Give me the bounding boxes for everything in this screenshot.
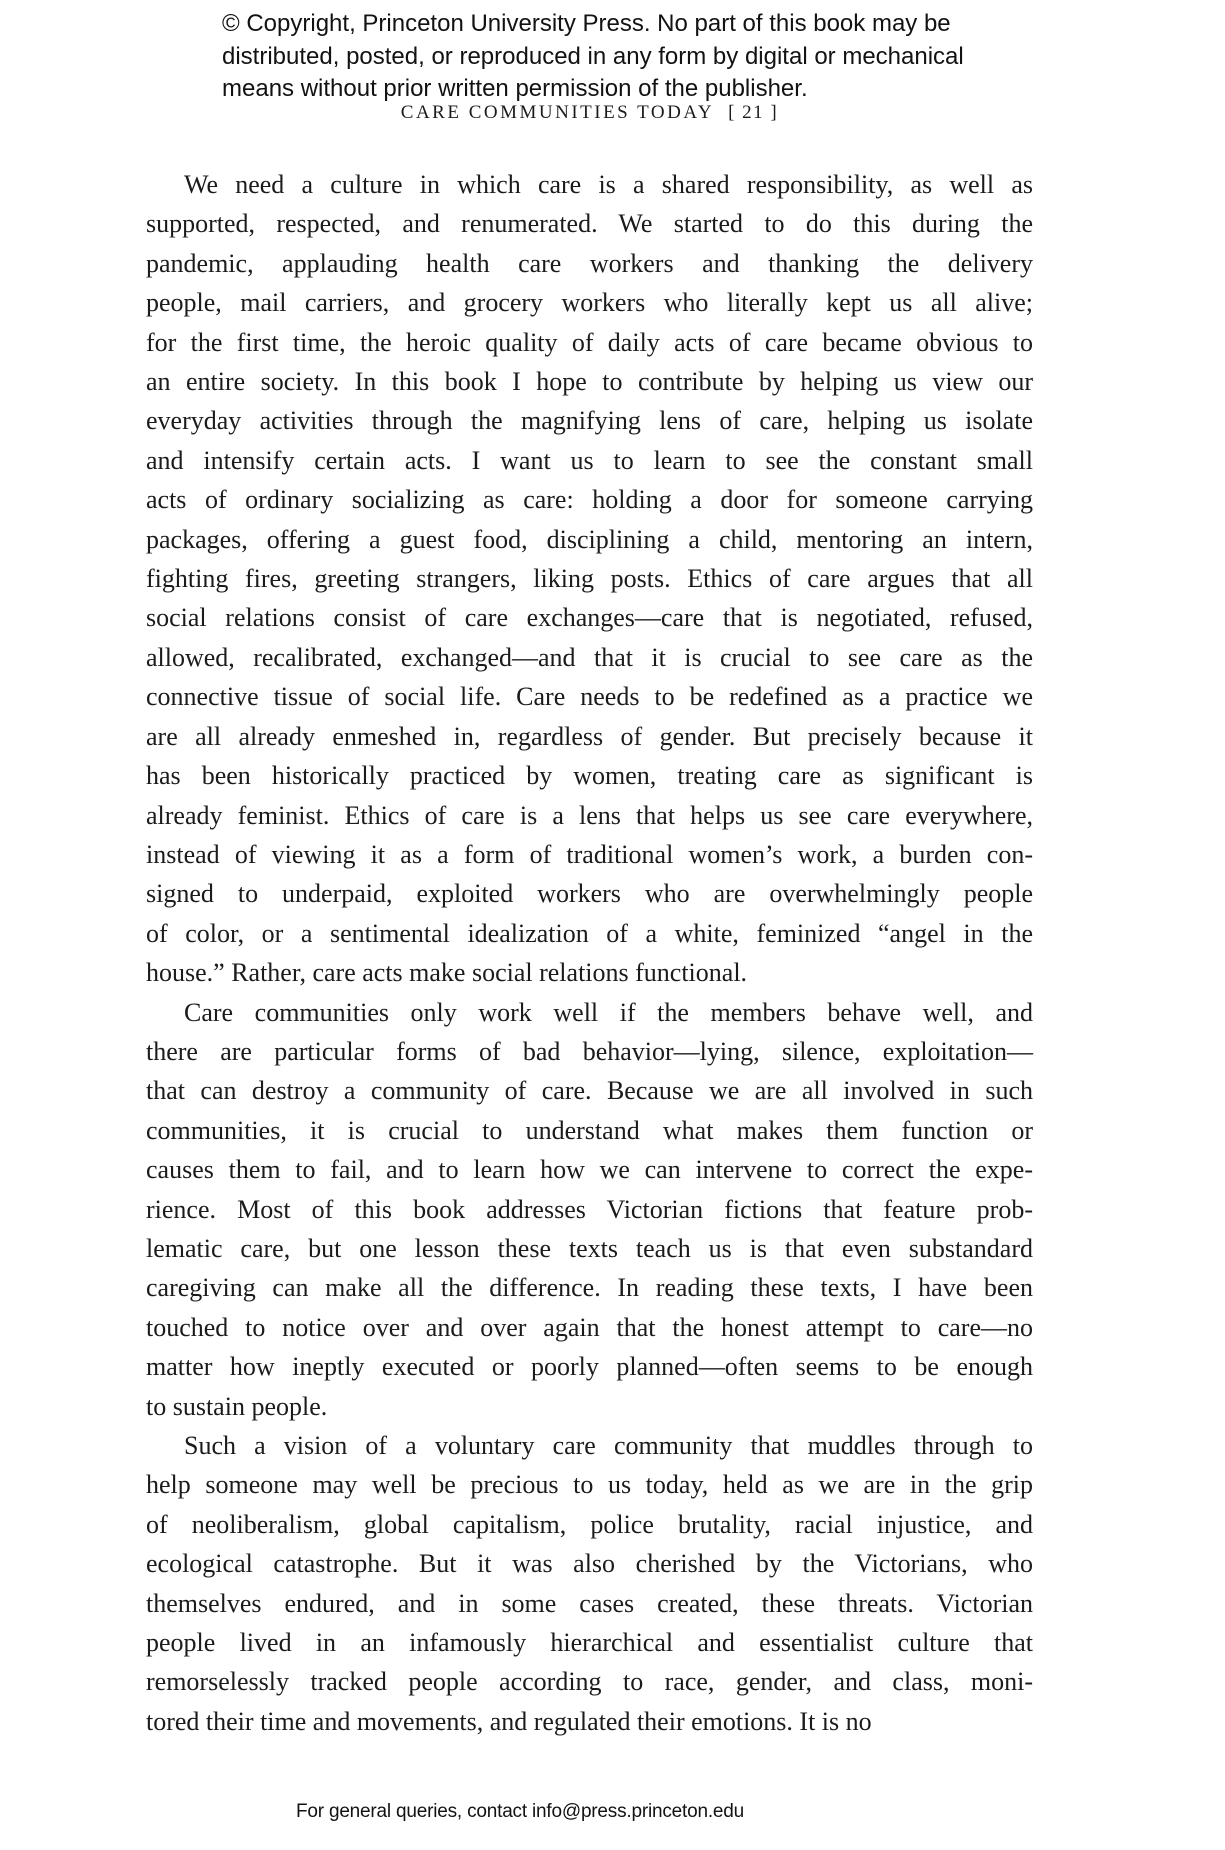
copyright-line: © Copyright, Princeton University Press. No part of this book may be [222,10,951,37]
body-line: already feminist. Ethics of care is a lens that helps us see care everywhere, [146,800,1033,830]
body-line: caregiving can make all the difference. In reading these texts, I have been [146,1273,1033,1303]
running-header [146,102,1033,124]
body-line: lematic care, but one lesson these texts teach us is that even substandard [146,1233,1033,1263]
body-line: that can destroy a community of care. Because we are all involved in such [146,1076,1033,1106]
body-line: packages, offering a guest food, disciplining a child, mentoring an intern, [146,524,1033,554]
body-line: remorselessly tracked people according to race, gender, and class, moni- [146,1667,1033,1697]
body-line: pandemic, applauding health care workers and thanking the delivery [146,248,1033,278]
body-line: fighting fires, greeting strangers, liking posts. Ethics of care argues that all [146,564,1033,594]
body-line: causes them to fail, and to learn how we can intervene to correct the expe- [146,1155,1033,1185]
body-line: of neoliberalism, global capitalism, police brutality, racial injustice, and [146,1509,1033,1539]
copyright-notice [222,8,1082,106]
body-line: We need a culture in which care is a shared responsibility, as well as [184,170,1033,199]
body-line: signed to underpaid, exploited workers who are overwhelmingly people [146,879,1033,909]
body-line: people, mail carriers, and grocery workers who literally kept us all alive; [146,288,1033,318]
body-line: ecological catastrophe. But it was also cherished by the Victorians, who [146,1549,1033,1579]
body-line: there are particular forms of bad behavior—lying, silence, exploitation— [146,1036,1033,1066]
body-line: acts of ordinary socializing as care: holding a door for someone carrying [146,485,1033,515]
body-line: touched to notice over and over again that the honest attempt to care—no [146,1312,1033,1342]
body-line: instead of viewing it as a form of traditional women’s work, a burden con- [146,839,1033,869]
body-line: everyday activities through the magnifying lens of care, helping us isolate [146,406,1033,436]
copyright-line: means without prior written permission of the publisher. [222,75,808,103]
body-line: house.” Rather, care acts make social relations functional. [146,958,748,988]
body-line: Such a vision of a voluntary care community that muddles through to [184,1431,1033,1460]
body-line: themselves endured, and in some cases created, these threats. Victorian [146,1588,1033,1618]
body-line: of color, or a sentimental idealization of a white, feminized “angel in the [146,918,1033,948]
copyright-line: distributed, posted, or reproduced in any form by digital or mechanical [222,42,964,70]
body-line: an entire society. In this book I hope to contribute by helping us view our [146,367,1033,397]
body-line: and intensify certain acts. I want us to learn to see the constant small [146,445,1033,475]
running-header-title: CARE COMMUNITIES TODAY [400,102,715,123]
body-text [146,165,1033,1741]
body-line: matter how ineptly executed or poorly planned—often seems to be enough [146,1352,1033,1382]
body-line: to sustain people. [146,1391,328,1421]
body-line: people lived in an infamously hierarchical and essentialist culture that [146,1628,1033,1658]
body-line: tored their time and movements, and regulated their emotions. It is no [146,1706,872,1736]
body-line: social relations consist of care exchanges—care that is negotiated, refused, [146,603,1033,633]
body-line: help someone may well be precious to us today, held as we are in the grip [146,1470,1033,1500]
body-line: has been historically practiced by women, treating care as significant is [146,761,1033,791]
body-line: for the first time, the heroic quality of daily acts of care became obvious to [146,327,1033,357]
page-number-folio: [ 21 ] [728,102,779,123]
body-line: connective tissue of social life. Care needs to be redefined as a practice we [146,682,1033,712]
body-line: are all already enmeshed in, regardless of gender. But precisely because it [146,721,1033,751]
body-line: communities, it is crucial to understand what makes them function or [146,1115,1033,1145]
body-line: rience. Most of this book addresses Victorian fictions that feature prob- [146,1194,1033,1224]
body-line: allowed, recalibrated, exchanged—and that it is crucial to see care as the [146,642,1033,672]
body-line: supported, respected, and renumerated. We started to do this during the [146,209,1033,239]
body-line: Care communities only work well if the members behave well, and [184,997,1033,1027]
footer-queries-note: For general queries, contact info@press.princeton.edu [295,1801,745,1822]
